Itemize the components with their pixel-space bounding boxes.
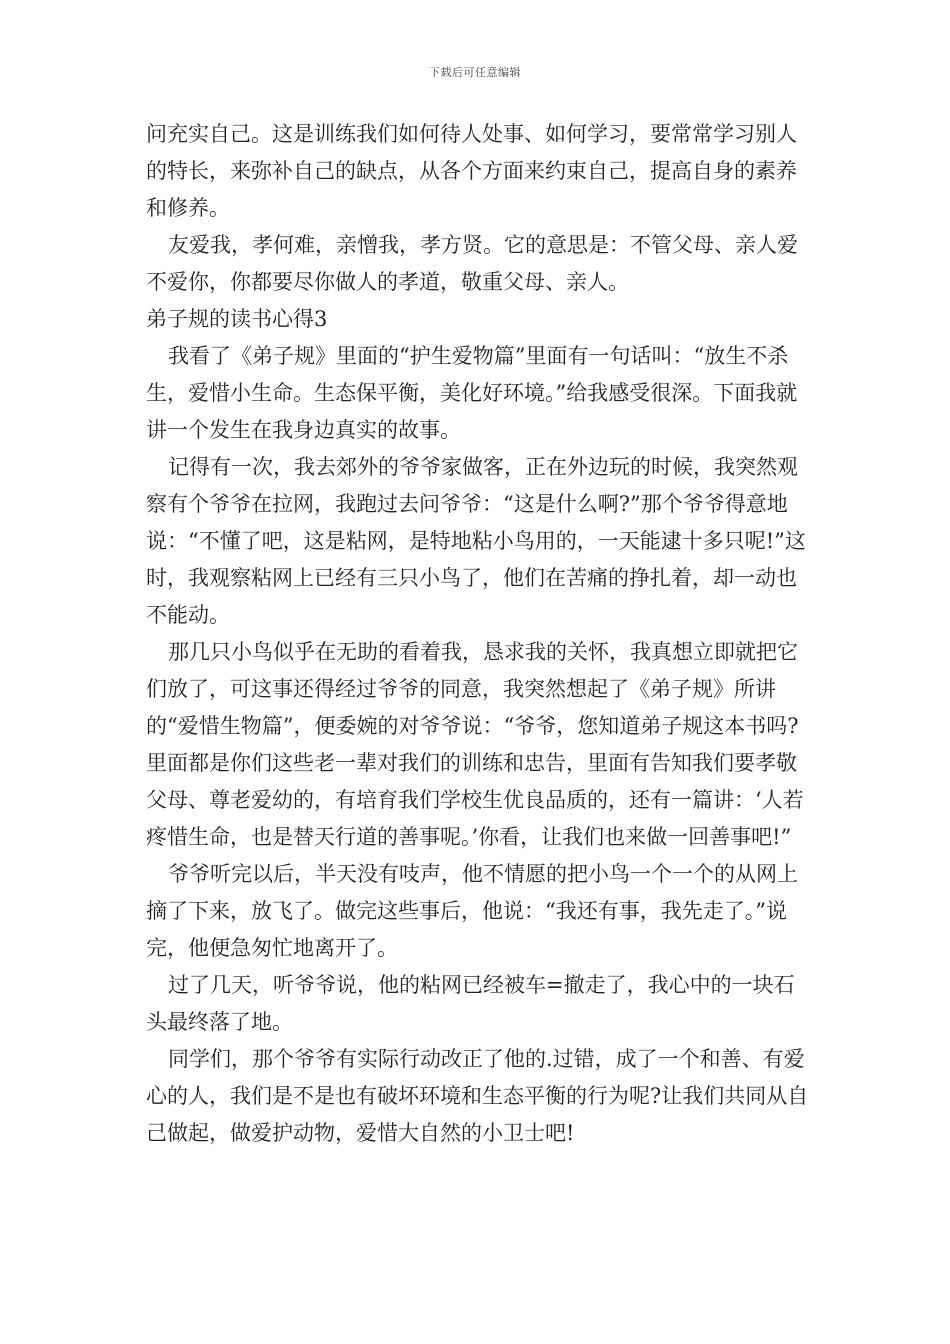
paragraph: 同学们，那个爷爷有实际行动改正了他的.过错，成了一个和善、有爱心的人，我们是不是也有破坏环境和生态平衡的行为呢?让我们共同从自己做起，做爱护动物，爱惜大自然的小卫士吧! — [146, 1047, 809, 1145]
paragraph: 问充实自己。这是训练我们如何待人处事、如何学习，要常常学习别人的特长，来弥补自己的缺点，从各个方面来约束自己，提高自身的素养和修养。 — [146, 122, 797, 220]
paragraph: 我看了《弟子规》里面的“护生爱物篇”里面有一句话叫：“放生不杀生，爱惜小生命。生态保平衡，美化好环境。”给我感受很深。下面我就讲一个发生在我身边真实的故事。 — [146, 344, 798, 442]
page-header: 下载后可任意编辑 — [429, 66, 521, 79]
section-heading: 弟子规的读书心得3 — [146, 307, 328, 331]
paragraph: 爷爷听完以后，半天没有吱声，他不情愿的把小鸟一个一个的从网上摘了下来，放飞了。做完这些事后，他说：“我还有事，我先走了。”说完，他便急匆忙地离开了。 — [146, 862, 798, 960]
document-body — [146, 116, 810, 1152]
paragraph: 那几只小鸟似乎在无助的看着我，恳求我的关怀，我真想立即就把它们放了，可这事还得经过爷爷的同意，我突然想起了《弟子规》所讲的“爱惜生物篇”，便委婉的对爷爷说：“爷爷，您知道弟子规这本书吗?里面都是你们这些老一辈对我们的训练和忠告，里面有告知我们要孝敬父母、尊老爱幼的，有培育我们学校生优良品质的，还有一篇讲：‘人若疼惜生命，也是替天行道的善事呢。’你看，让我们也来做一回善事吧!” — [146, 640, 804, 849]
paragraph: 记得有一次，我去郊外的爷爷家做客，正在外边玩的时候，我突然观察有个爷爷在拉网，我跑过去问爷爷：“这是什么啊?”那个爷爷得意地说：“不懂了吧，这是粘网，是特地粘小鸟用的，一天能逮十多只呢!”这时，我观察粘网上已经有三只小鸟了，他们在苦痛的挣扎着，却一动也不能动。 — [146, 455, 806, 627]
paragraph: 过了几天，听爷爷说，他的粘网已经被车=撤走了，我心中的一块石头最终落了地。 — [146, 973, 795, 1034]
paragraph: 友爱我，孝何难，亲憎我，孝方贤。它的意思是：不管父母、亲人爱不爱你，你都要尽你做人的孝道，敬重父母、亲人。 — [146, 233, 798, 294]
